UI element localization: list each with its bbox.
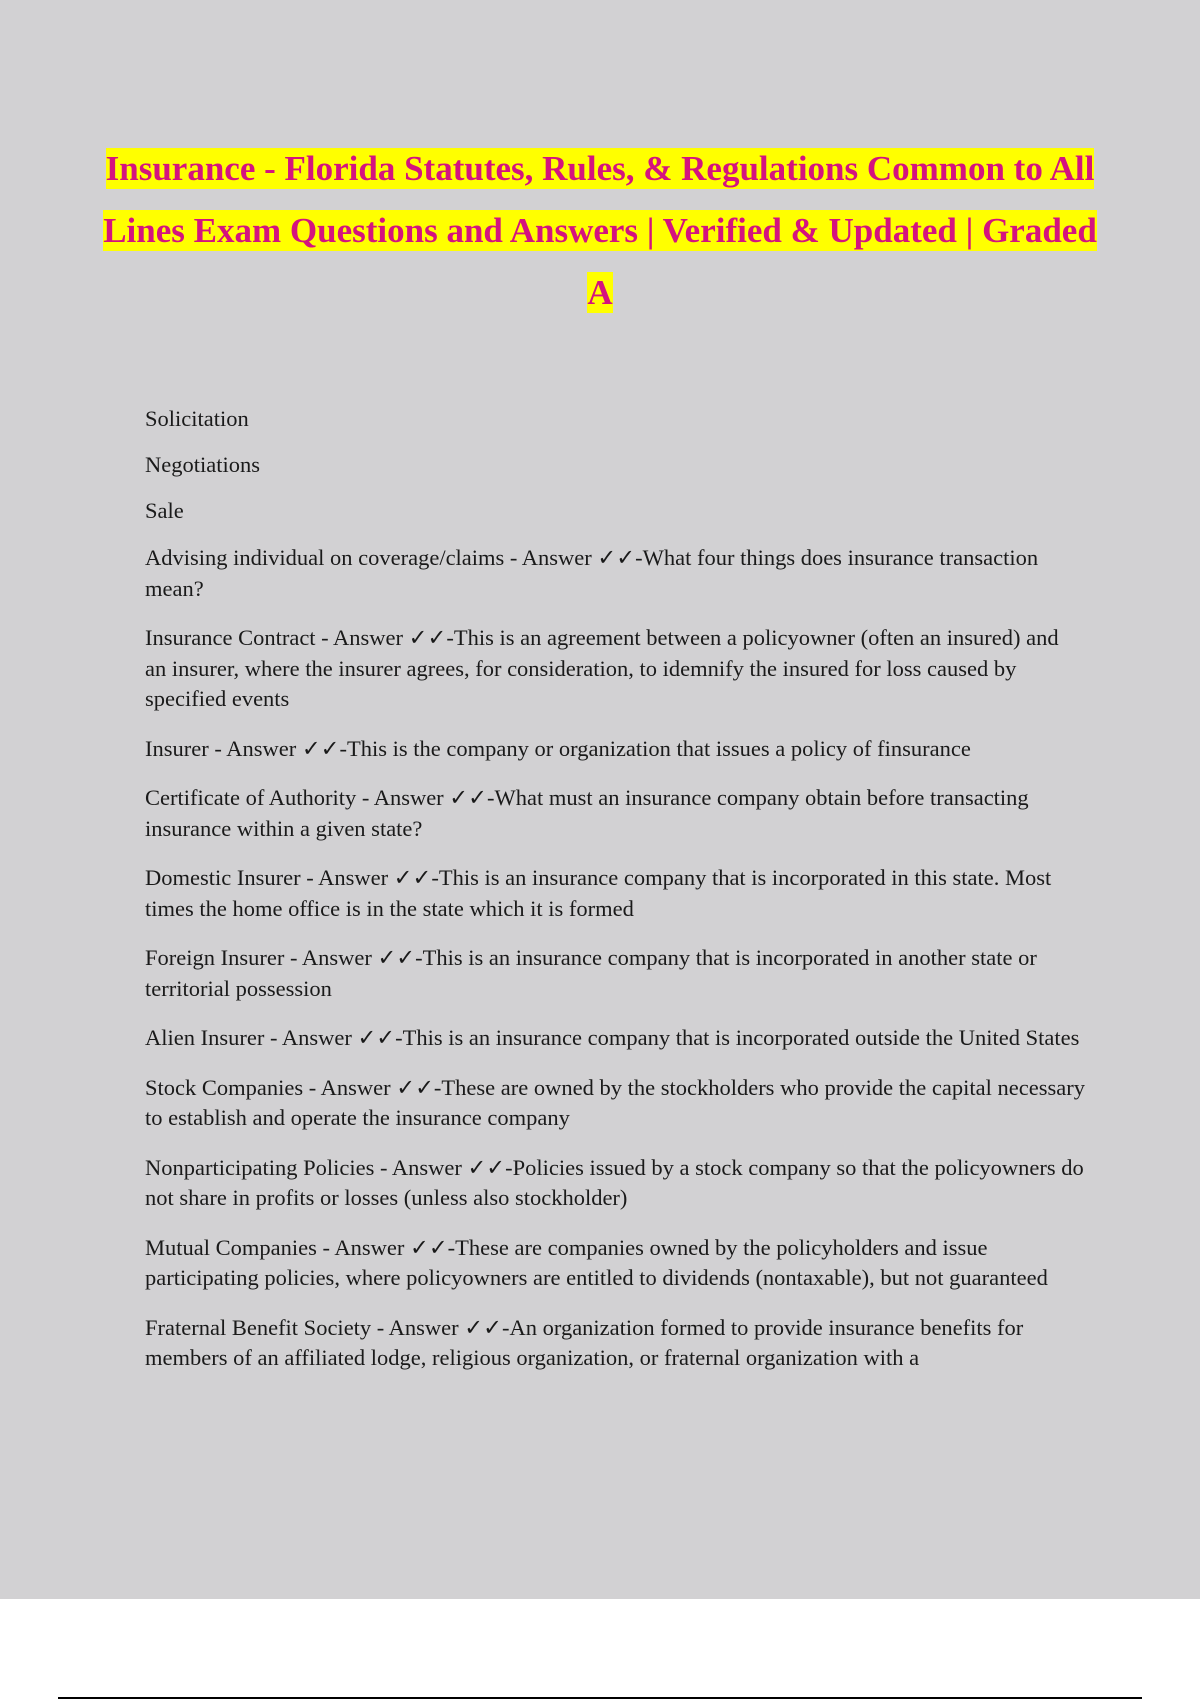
qa-entry: Nonparticipating Policies - Answer ✓✓-Policies issued by a stock company so that the policyowners do not share in profits or losses (unless also stockholder) xyxy=(145,1154,1084,1210)
qa-entry: Domestic Insurer - Answer ✓✓-This is an insurance company that is incorporated in this state. Most times the home office is in the state which it is formed xyxy=(145,865,1052,921)
qa-entry: Certificate of Authority - Answer ✓✓-What must an insurance company obtain before transacting insurance within a given state? xyxy=(145,785,1029,841)
qa-entry: Insurer - Answer ✓✓-This is the company or organization that issues a policy of finsurance xyxy=(145,735,971,761)
qa-entry: Foreign Insurer - Answer ✓✓-This is an insurance company that is incorporated in another state or territorial possession xyxy=(145,945,1037,1001)
qa-entry: Insurance Contract - Answer ✓✓-This is an agreement between a policyowner (often an insured) and an insurer, where the insurer agrees, for consideration, to idemnify the insured for loss caused by specified events xyxy=(145,625,1059,711)
qa-entry: Alien Insurer - Answer ✓✓-This is an insurance company that is incorporated outside the United States xyxy=(145,1025,1080,1050)
qa-entry: Mutual Companies - Answer ✓✓-These are companies owned by the policyholders and issue participating policies, where policyowners are entitled to dividends (nontaxable), but not guaranteed xyxy=(145,1234,1048,1290)
title-highlight: Insurance - Florida Statutes, Rules, & Regulations Common to All Lines Exam Questions and Answers | Verified & Updated | Graded A xyxy=(103,149,1097,312)
list-item: Negotiations xyxy=(145,452,260,477)
qa-entry: Stock Companies - Answer ✓✓-These are owned by the stockholders who provide the capital necessary to establish and operate the insurance company xyxy=(145,1074,1085,1130)
qa-entry: Fraternal Benefit Society - Answer ✓✓-An organization formed to provide insurance benefits for members of an affiliated lodge, religious organization, or fraternal organization with a xyxy=(145,1314,1024,1370)
document-title xyxy=(100,138,1100,324)
qa-entry: Advising individual on coverage/claims - Answer ✓✓-What four things does insurance transaction mean? xyxy=(145,545,1039,601)
page-divider xyxy=(58,1697,1142,1699)
list-item: Sale xyxy=(145,498,184,523)
document-body xyxy=(145,404,1085,1393)
list-item: Solicitation xyxy=(145,406,249,431)
